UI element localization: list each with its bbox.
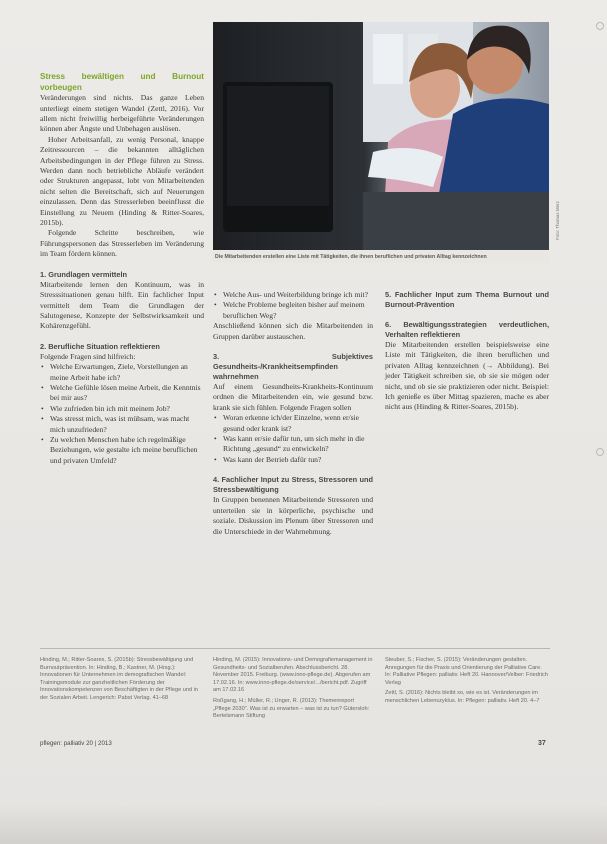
list-item: • Was kann der Betrieb dafür tun? [223, 455, 373, 465]
paragraph: Anschließend können sich die Mitarbeitenden in Gruppen darüber austauschen. [213, 321, 373, 341]
reference-entry: Hinding, M.; Ritter-Soares, S. (2015b): Stressbewältigung und Burnoutprävention. In: Hinding, B.; Kastner, M. (Hrsg.): Innovationen für Unternehmen im demografischen Wandel: Trainingsmodule zur ganzheitlichen Förderung der Innovationskompetenzen von Beschäftigten in der Pflege und in der Sozialen Arbeit. Lengerich: Pabst Verlag. 41–68 [40, 657, 198, 701]
section-subtitle: Stress bewältigen und Burnout vorbeugen [40, 72, 204, 92]
reference-entry: Zettl, S. (2016): Nichts bleibt so, wie es ist. Veränderungen im menschlichen Lebenszyklus. In: Pflegen: palliativ. Heft 20. 4–7 [385, 690, 540, 704]
step-heading-2: 2. Berufliche Situation reflektieren [40, 341, 160, 351]
list-item: • Woran erkenne ich/der Einzelne, wenn er/sie gesund oder krank ist? [223, 413, 373, 434]
question-list [40, 362, 204, 466]
list-item: • Welche Gefühle lösen meine Arbeit, die Kenntnis bei mir aus? [50, 383, 204, 404]
paragraph: Die Mitarbeitenden erstellen beispielsweise eine Liste mit Tätigkeiten, die ihren beruflichen und privaten Alltag kennzeichnen (→ Abbildung). Bei jeder Tätigkeit schreiben sie, ob sie sie mögen oder nicht, und ob sie sie praktizieren oder nicht. Beispiel: Ich genieße es über Mittag spazieren, mache es aber nicht aus (Hinding & Ritter-Soares, 2015b). [385, 340, 549, 412]
step-heading-4: 4. Fachlicher Input zu Stress, Stressoren und Stressbewältigung [213, 475, 373, 495]
photo-illustration [213, 22, 549, 250]
registration-mark [596, 448, 604, 456]
question-list [213, 290, 373, 321]
paragraph: Folgende Fragen sind hilfreich: [40, 351, 136, 361]
list-item: • Welche Probleme begleiten bisher auf meinem beruflichen Weg? [223, 300, 373, 321]
paragraph: In Gruppen benennen Mitarbeitende Stressoren und unterteilen sie in körperliche, psychische und soziale. Diskussion im Plenum über Stressoren und die Unterschiede in der Wahrnehmung. [213, 495, 373, 536]
question-list [213, 413, 373, 465]
reference-column-3 [385, 657, 549, 706]
photo-caption: Die Mitarbeitenden erstellen eine Liste mit Tätigkeiten, die ihnen beruflichen und privaten Alltag kennzeichnen [213, 251, 549, 263]
reference-entry: Hinding, M. (2015): Innovations- und Demografiemanagement in Gesundheits- und Sozialberufen. Abschlussbericht. 28. November 2015. Freiburg. (www.inno-pflege.de). Abgerufen am 17.02.16. In: www.inno-pflege.de/service/.../bericht.pdf. Zugriff am 17.02.16 [213, 657, 373, 694]
step-heading-3: 3. Subjektives Gesundheits-/Krankheitsempfinden wahrnehmen [213, 352, 373, 382]
list-item: • Welche Erwartungen, Ziele, Vorstellungen an meine Arbeit habe ich? [50, 362, 204, 383]
paragraph: Auf einem Gesundheits-Krankheits-Kontinuum ordnen die Mitarbeitenden ein, wie gesund bzw. krank sie sich fühlen. Folgende Fragen sollen [213, 382, 373, 412]
reference-entry: Roßgang, H.; Müller, R.; Unger, R. (2013): Themenreport „Pflege 2030“. Was ist zu erwarten – was ist zu tun? Gütersloh: Bertelsmann Stiftung [213, 697, 370, 720]
journal-footer: pflegen: palliativ 20 | 2013 [40, 740, 112, 747]
registration-mark [596, 22, 604, 30]
paragraph: Folgende Schritte beschreiben, wie Führungspersonen das Stresserleben im Veränderung im Team fördern können. [40, 228, 204, 259]
office-photo [213, 22, 549, 250]
list-item: • Was stresst mich, was ist mühsam, was macht mich unzufrieden? [50, 414, 204, 435]
paragraph: Veränderungen sind nichts. Das ganze Leben unterliegt einem stetigen Wandel (Zettl, 2016). Vor allem nicht freiwillig herbeigeführte Veränderungen können aber Ängste und Unbehagen auslösen. [40, 93, 204, 134]
photo-credit: Foto: Thomas Merz [555, 201, 560, 240]
reference-column-1 [40, 657, 200, 703]
reference-divider [40, 648, 550, 649]
step-heading-6: 6. Bewältigungsstrategien verdeutlichen, Verhalten reflektieren [385, 320, 549, 339]
page-number: 37 [538, 740, 546, 747]
step-heading-1: 1. Grundlagen vermitteln [40, 269, 128, 279]
reference-column-2 [213, 657, 373, 721]
step-heading-5: 5. Fachlicher Input zum Thema Burnout und Burnout-Prävention [385, 290, 549, 309]
right-column [385, 290, 549, 413]
paragraph: Hoher Arbeitsanfall, zu wenig Personal, knappe Zeitressourcen – die bekannten alltäglichen Arbeitsbedingungen in der Pflege führen zu Stress. Werden dann noch betriebliche Abläufe verändert oder Strukturen angepasst, lobt von Mitarbeitenden nicht selten die Bereitschaft, sich auf Neuerungen einzulassen. Denn das Stresserleben beeinflusst die Einstellung zu Neuem (Hinding & Ritter-Soares, 2015b). [40, 134, 204, 228]
paragraph: Mitarbeitende lernen den Kontinuum, was in Stresssituationen genau hilft. Ein fachlicher Input vermittelt dem Team die Grundlagen der Salutogenese, Konzepte der Selbstwirksamkeit und Kohärenzgefühl. [40, 279, 204, 331]
list-item: • Zu welchen Menschen habe ich regelmäßige Beziehungen, wie gestalte ich meine beruflichen und privaten Umfeld? [50, 435, 204, 466]
list-item: • Wie zufrieden bin ich mit meinem Job? [50, 404, 204, 414]
list-item: • Was kann er/sie dafür tun, um sich mehr in die Richtung „gesund“ zu entwickeln? [223, 434, 373, 455]
middle-column [213, 290, 373, 537]
reference-entry: Steuber, S.; Fischer, S. (2015): Veränderungen gestalten. Anregungen für die Praxis und Orientierung der Palliative Care. In: Palliative Pflegen: palliativ. Heft 20. Hannover/Velber: Friedrich Verlag [385, 657, 548, 686]
left-column [40, 72, 204, 466]
list-item: • Welche Aus- und Weiterbildung bringe ich mit? [223, 290, 373, 300]
